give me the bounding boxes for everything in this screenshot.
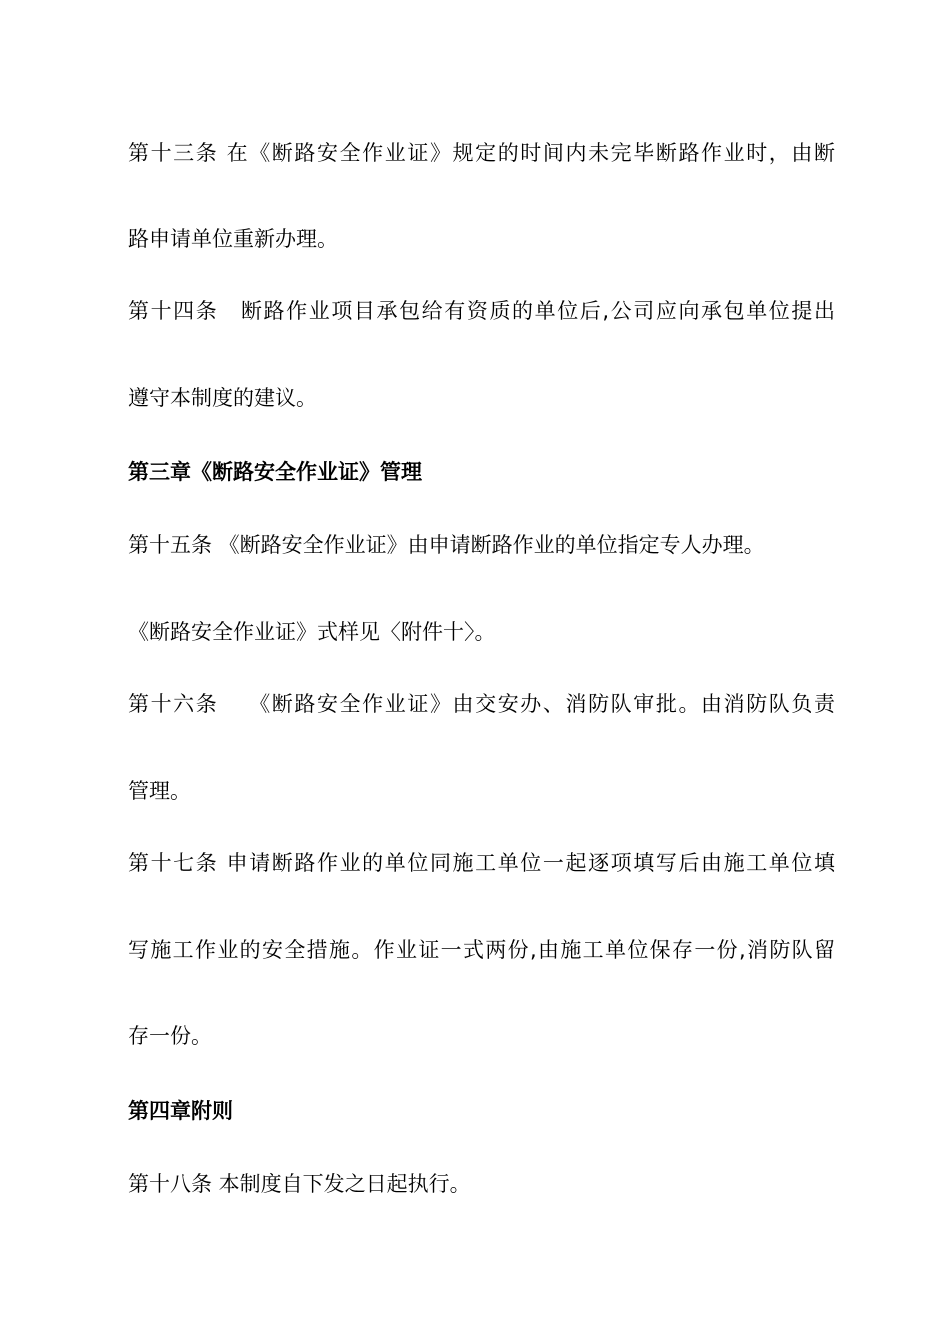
article-17-line-3: 存一份。 — [128, 1024, 212, 1048]
article-16-line-1: 第十六条 《断路安全作业证》由交安办、消防队审批。由消防队负责 — [128, 692, 835, 716]
article-14-line-1: 第十四条 断路作业项目承包给有资质的单位后,公司应向承包单位提出 — [128, 299, 835, 323]
article-15-line-1: 第十五条 《断路安全作业证》由申请断路作业的单位指定专人办理。 — [128, 533, 765, 557]
article-16-line-2: 管理。 — [128, 779, 191, 803]
chapter-3-heading: 第三章《断路安全作业证》管理 — [128, 460, 422, 484]
article-13-line-2: 路申请单位重新办理。 — [128, 227, 338, 251]
article-13-line-1: 第十三条 在《断路安全作业证》规定的时间内未完毕断路作业时，由断 — [128, 141, 835, 165]
article-15-line-2: 《断路安全作业证》式样见〈附件十〉。 — [128, 620, 496, 644]
chapter-4-heading: 第四章附则 — [128, 1099, 233, 1123]
article-17-line-1: 第十七条 申请断路作业的单位同施工单位一起逐项填写后由施工单位填 — [128, 851, 835, 875]
article-18-line-1: 第十八条 本制度自下发之日起执行。 — [128, 1172, 471, 1196]
article-14-line-2: 遵守本制度的建议。 — [128, 386, 317, 410]
article-17-line-2: 写施工作业的安全措施。作业证一式两份,由施工单位保存一份,消防队留 — [128, 938, 835, 962]
